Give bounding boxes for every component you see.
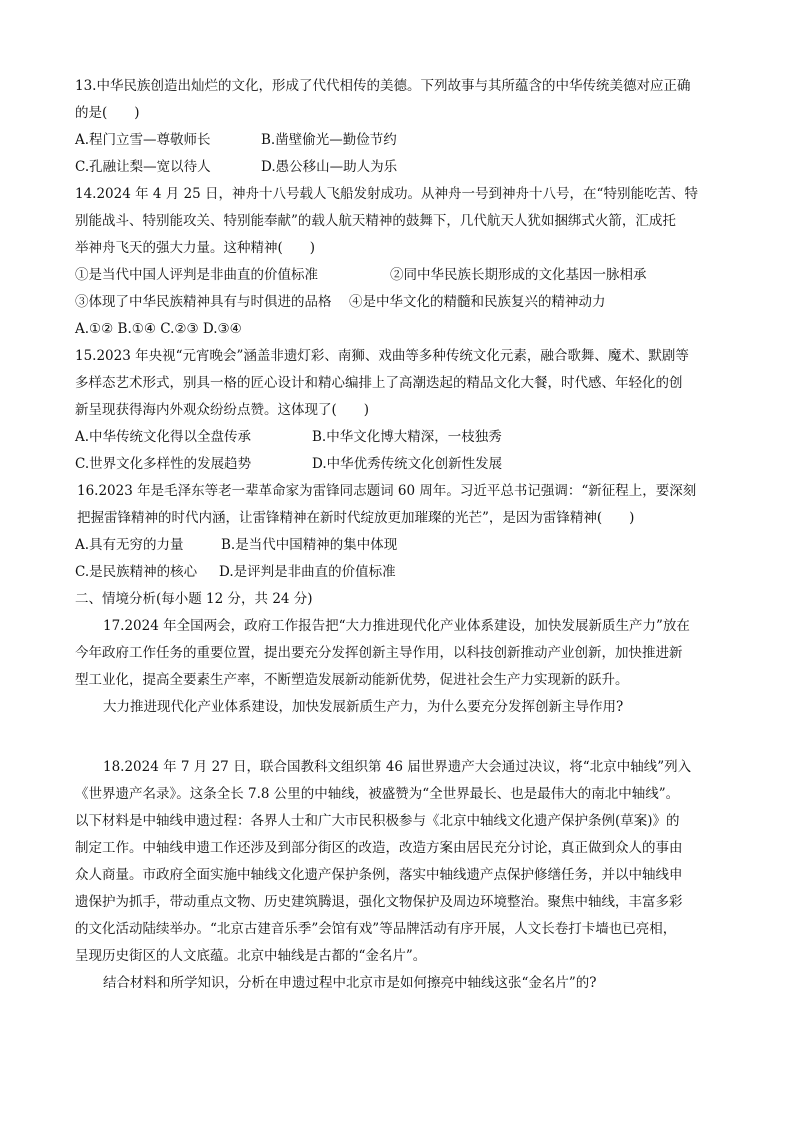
q13-option-a: A.程门立雪—尊敬师长 (75, 132, 211, 148)
q14-options: A.①② B.①④ C.②③ D.③④ (75, 321, 242, 337)
q18-material-line-4: 制定工作。中轴线申遗工作还涉及到部分街区的改造，改造方案由居民充分讨论，真正做到众人的事由 (75, 840, 683, 856)
q15-option-d: D.中华优秀传统文化创新性发展 (312, 456, 503, 472)
q18-material-line-2: 《世界遗产名录》。这条全长 7.8 公里的中轴线，被盛赞为“全世界最长、也是最伟大的南北中轴线”。 (75, 786, 680, 802)
q15-stem-line-1: 15.2023 年央视“元宵晚会”涵盖非遗灯彩、南狮、戏曲等多种传统文化元素，融合歌舞、魔术、默剧等 (75, 348, 689, 364)
q18-material-line-6: 遗保护为抓手，带动重点文物、历史建筑腾退，强化文物保护及周边环境整治。聚焦中轴线，丰富多彩 (75, 894, 683, 910)
q16-option-c: C.是民族精神的核心 (75, 564, 198, 580)
q14-statement-4: ④是中华文化的精髓和民族复兴的精神动力 (349, 294, 606, 310)
q14-statement-3: ③体现了中华民族精神具有与时俱进的品格 (75, 294, 332, 310)
q14-stem-line-1: 14.2024 年 4 月 25 日，神舟十八号载人飞船发射成功。从神舟一号到神舟十八号，在“特别能吃苦、特 (75, 186, 698, 202)
q14-stem-line-3: 举神舟飞天的强大力量。这种精神( ) (75, 240, 316, 256)
q18-material-line-8: 呈现历史街区的人文底蕴。北京中轴线是古都的“金名片”。 (75, 948, 427, 964)
q15-option-b: B.中华文化博大精深，一枝独秀 (312, 429, 502, 445)
q17-material-line-2: 今年政府工作任务的重要位置，提出要充分发挥创新主导作用，以科技创新推动产业创新，加快推进新 (75, 645, 683, 661)
q13-stem-line-2: 的是( ) (75, 105, 140, 121)
q18-material-line-5: 众人商量。市政府全面实施中轴线文化遗产保护条例，落实中轴线遗产点保护修缮任务，并以中轴线申 (75, 867, 683, 883)
q16-stem-line-2: 把握雷锋精神的时代内涵，让雷锋精神在新时代绽放更加璀璨的光芒”，是因为雷锋精神( ) (77, 510, 635, 526)
section-2-heading: 二、情境分析(每小题 12 分，共 24 分) (75, 591, 313, 607)
q14-stem-line-2: 别能战斗、特别能攻关、特别能奉献”的载人航天精神的鼓舞下，几代航天人犹如捆绑式火箭，汇成托 (75, 213, 676, 229)
q14-statement-2: ②同中华民族长期形成的文化基因一脉相承 (390, 267, 647, 283)
q15-option-a: A.中华传统文化得以全盘传承 (75, 429, 252, 445)
q13-stem-line-1: 13.中华民族创造出灿烂的文化，形成了代代相传的美德。下列故事与其所蕴含的中华传统美德对应正确 (75, 78, 691, 94)
q16-option-d: D.是评判是非曲直的价值标准 (219, 564, 396, 580)
q15-stem-line-2: 多样态艺术形式，别具一格的匠心设计和精心编排上了高潮迭起的精品文化大餐，时代感、年轻化的创 (75, 375, 683, 391)
q16-stem-line-1: 16.2023 年是毛泽东等老一辈革命家为雷锋同志题词 60 周年。习近平总书记强调：“新征程上，要深刻 (77, 483, 697, 499)
q13-option-c: C.孔融让梨—宽以待人 (75, 159, 211, 175)
q18-material-line-7: 的文化活动陆续举办。“北京古建音乐季”会馆有戏”等品牌活动有序开展，人文长卷打卡墙也已亮相， (75, 921, 677, 937)
q17-question: 大力推进现代化产业体系建设，加快发展新质生产力，为什么要充分发挥创新主导作用? (103, 699, 624, 715)
q17-material-line-1: 17.2024 年全国两会，政府工作报告把“大力推进现代化产业体系建设，加快发展新质生产力”放在 (103, 618, 690, 634)
q16-option-b: B.是当代中国精神的集中体现 (221, 537, 398, 553)
q14-statement-1: ①是当代中国人评判是非曲直的价值标准 (75, 267, 318, 283)
q18-question: 结合材料和所学知识，分析在申遗过程中北京市是如何擦亮中轴线这张“金名片”的? (103, 975, 597, 991)
q13-option-d: D.愚公移山—助人为乐 (261, 159, 398, 175)
q16-option-a: A.具有无穷的力量 (75, 537, 184, 553)
q13-option-b: B.凿壁偷光—勤俭节约 (261, 132, 397, 148)
q15-stem-line-3: 新呈现获得海内外观众纷纷点赞。这体现了( ) (75, 402, 370, 418)
q18-material-line-3: 以下材料是中轴线申遗过程：各界人士和广大市民积极参与《北京中轴线文化遗产保护条例(草案)》的 (75, 813, 680, 829)
q17-material-line-3: 型工业化，提高全要素生产率，不断塑造发展新动能新优势，促进社会生产力实现新的跃升。 (75, 672, 629, 688)
q18-material-line-1: 18.2024 年 7 月 27 日，联合国教科文组织第 46 届世界遗产大会通过决议，将“北京中轴线”列入 (103, 759, 692, 775)
q15-option-c: C.世界文化多样性的发展趋势 (75, 456, 252, 472)
